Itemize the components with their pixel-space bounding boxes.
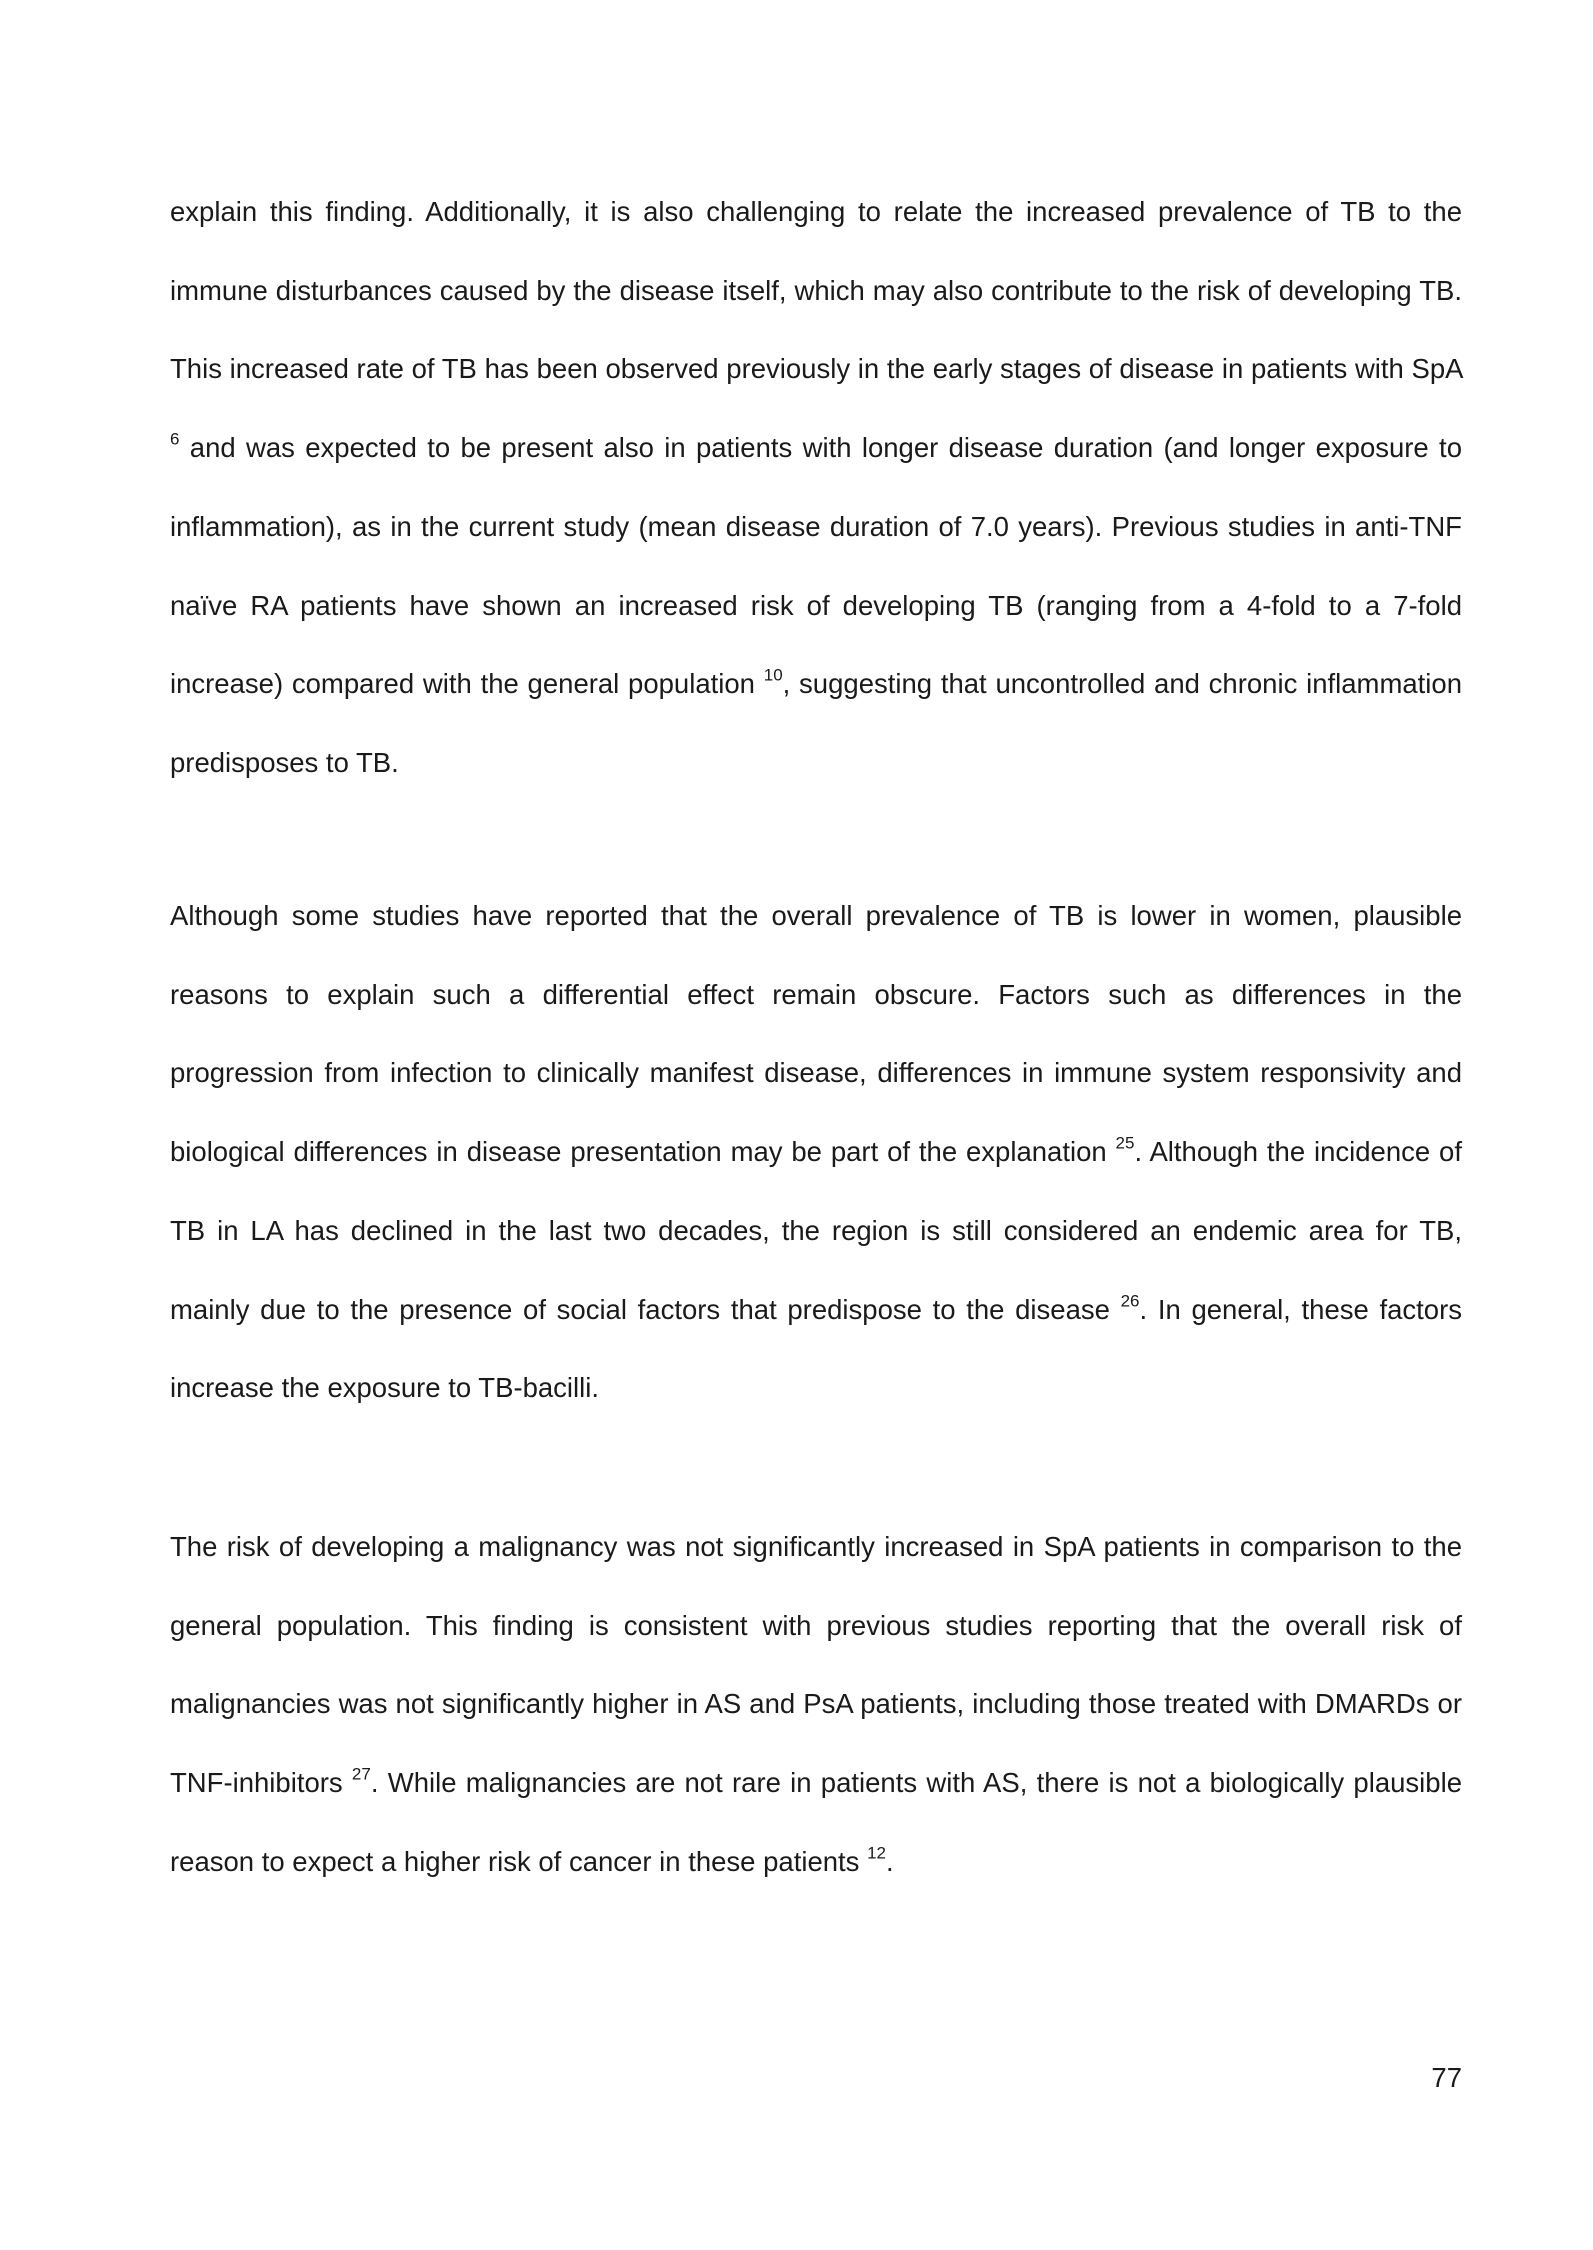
paragraph-segment: explain this finding. Additionally, it is also challenging to relate the increased prevalence of TB to the immune disturbances caused by the disease itself, which may also contribute to the risk of developing TB. This increased rate of TB has been observed previously in the early stages of disease in patients with SpA bbox=[170, 196, 1462, 385]
paragraph-tb-prevalence bbox=[170, 173, 1462, 803]
paragraph-segment: The risk of developing a malignancy was not significantly increased in SpA patients in comparison to the general population. This finding is consistent with previous studies reporting that the overall risk of malignancies was not significantly higher in AS and PsA patients, including those treated with DMARDs or TNF-inhibitors bbox=[170, 1531, 1462, 1799]
citation-reference: 6 bbox=[170, 429, 180, 449]
citation-reference: 25 bbox=[1115, 1133, 1135, 1153]
citation-reference: 12 bbox=[867, 1843, 886, 1863]
paragraph-text bbox=[170, 173, 1462, 803]
citation-reference: 26 bbox=[1120, 1290, 1140, 1310]
paragraph-segment: and was expected to be present also in patients with longer disease duration (and longer exposure to inflammation), as in the current study (mean disease duration of 7.0 years). Previous studies in anti-TNF naïve RA patients have shown an increased risk of developing TB (ranging from a 4-fold to a 7-fold increase) compared with the general population bbox=[170, 432, 1462, 700]
paragraph-segment: . In general, these factors increase the exposure to TB-bacilli. bbox=[170, 1293, 1462, 1404]
paragraph-segment: . Although the incidence of TB in LA has declined in the last two decades, the region is still considered an endemic area for TB, mainly due to the presence of social factors that predispose to the disease bbox=[170, 1136, 1462, 1325]
paragraph-segment: Although some studies have reported that the overall prevalence of TB is lower in women, plausible reasons to explain such a differential effect remain obscure. Factors such as differences in the progression from infection to clinically manifest disease, differences in immune system responsivity and biological differences in disease presentation may be part of the explanation bbox=[170, 900, 1462, 1168]
paragraph-text bbox=[170, 877, 1462, 1428]
citation-reference: 10 bbox=[763, 665, 783, 685]
page-number: 77 bbox=[1431, 2062, 1462, 2093]
citation-reference: 27 bbox=[351, 1764, 371, 1784]
paragraph-segment: . While malignancies are not rare in patients with AS, there is not a biologically plausible reason to expect a higher risk of cancer in these patients bbox=[170, 1767, 1462, 1877]
paragraph-segment: . bbox=[885, 1845, 894, 1877]
paragraph-tb-sex-differences bbox=[170, 877, 1462, 1428]
paragraph-malignancy-risk bbox=[170, 1508, 1462, 1902]
paragraph-text bbox=[170, 1508, 1462, 1902]
paragraph-segment: , suggesting that uncontrolled and chronic inflammation predisposes to TB. bbox=[170, 668, 1462, 778]
